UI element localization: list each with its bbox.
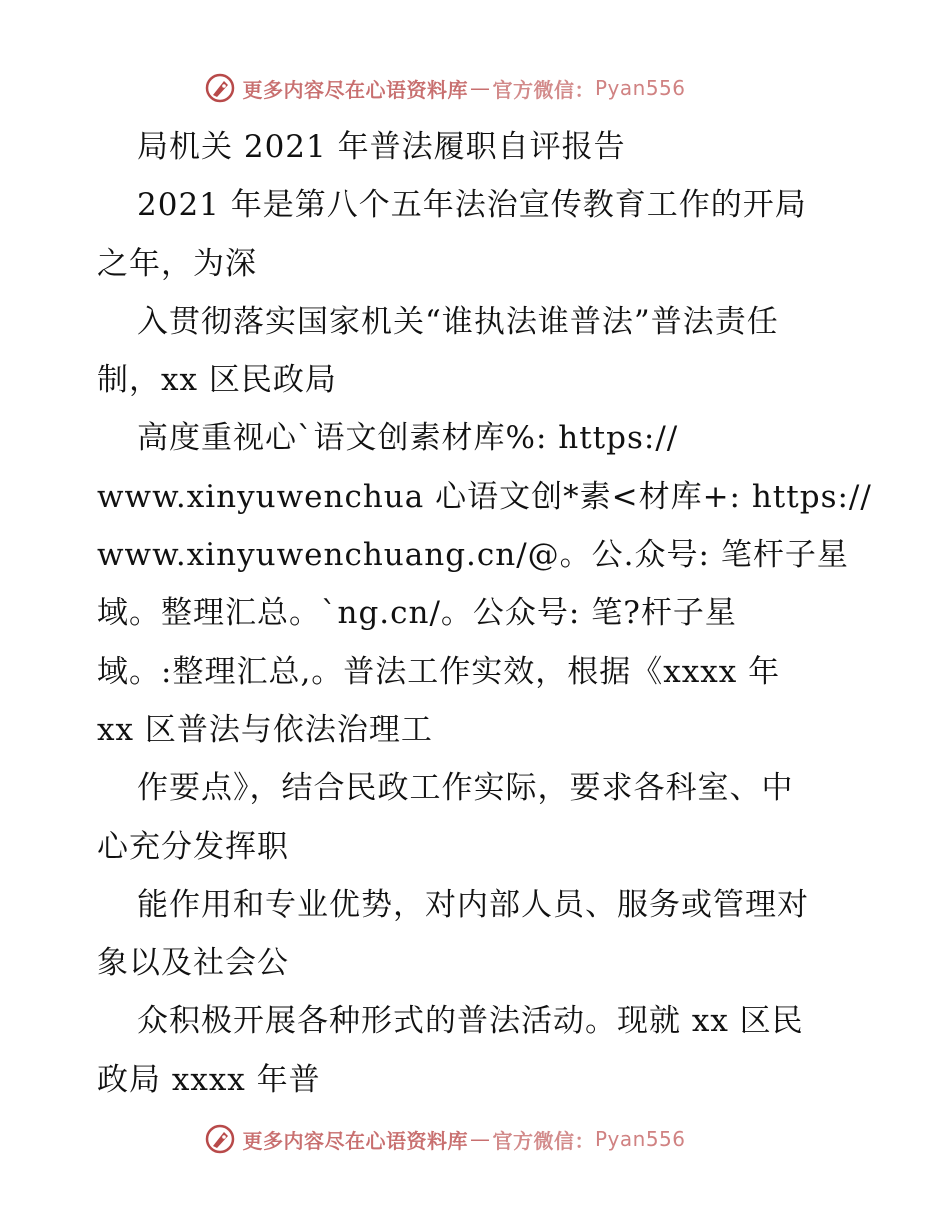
banner-wechat-id: Pyan556 xyxy=(594,1127,686,1151)
banner-wechat-label: 官方微信： xyxy=(492,77,595,102)
paragraph-line: 作要点》，结合民政工作实际，要求各科室、中 xyxy=(137,770,794,807)
paragraph-line: 象以及社会公 xyxy=(97,945,289,982)
paragraph-line: 之年，为深 xyxy=(97,245,257,282)
banner-wechat-label: 官方微信： xyxy=(492,1128,595,1153)
footer-watermark-banner xyxy=(0,1123,950,1155)
paragraph-line: 高度重视心`语文创素材库%: https:// xyxy=(137,420,679,457)
paragraph-line: 众积极开展各种形式的普法活动。现就 xx 区民 xyxy=(137,1003,804,1040)
paragraph-line: 心充分发挥职 xyxy=(97,828,289,865)
header-watermark-banner xyxy=(0,72,950,104)
banner-main-text: 更多内容尽在心语资料库 xyxy=(242,77,468,102)
document-title: 局机关 2021 年普法履职自评报告 xyxy=(137,129,626,165)
paragraph-line: 域。整理汇总。`ng.cn/。公众号: 笔?杆子星 xyxy=(97,595,737,632)
banner-main-text: 更多内容尽在心语资料库 xyxy=(242,1128,468,1153)
pen-nib-logo-icon xyxy=(204,72,236,104)
paragraph-line: www.xinyuwenchua 心语文创*素<材库+: https:// xyxy=(97,478,872,515)
paragraph-line: 入贯彻落实国家机关“谁执法谁普法”普法责任 xyxy=(137,303,779,340)
paragraph-line: 制，xx 区民政局 xyxy=(97,362,337,399)
paragraph-line: xx 区普法与依法治理工 xyxy=(97,711,433,748)
paragraph-line: 政局 xxxx 年普 xyxy=(97,1061,321,1098)
banner-wechat-id: Pyan556 xyxy=(594,76,686,100)
paragraph-line: 2021 年是第八个五年法治宣传教育工作的开局 xyxy=(137,187,807,224)
banner-separator: — xyxy=(469,1127,491,1151)
paragraph-line: 域。:整理汇总,。普法工作实效，根据《xxxx 年 xyxy=(97,653,781,690)
document-body xyxy=(97,118,872,1109)
pen-nib-logo-icon xyxy=(204,1123,236,1155)
paragraph-line: 能作用和专业优势，对内部人员、服务或管理对 xyxy=(137,886,809,923)
banner-separator: — xyxy=(469,76,491,100)
paragraph-line: www.xinyuwenchuang.cn/@。公.众号: 笔杆子星 xyxy=(97,537,849,574)
